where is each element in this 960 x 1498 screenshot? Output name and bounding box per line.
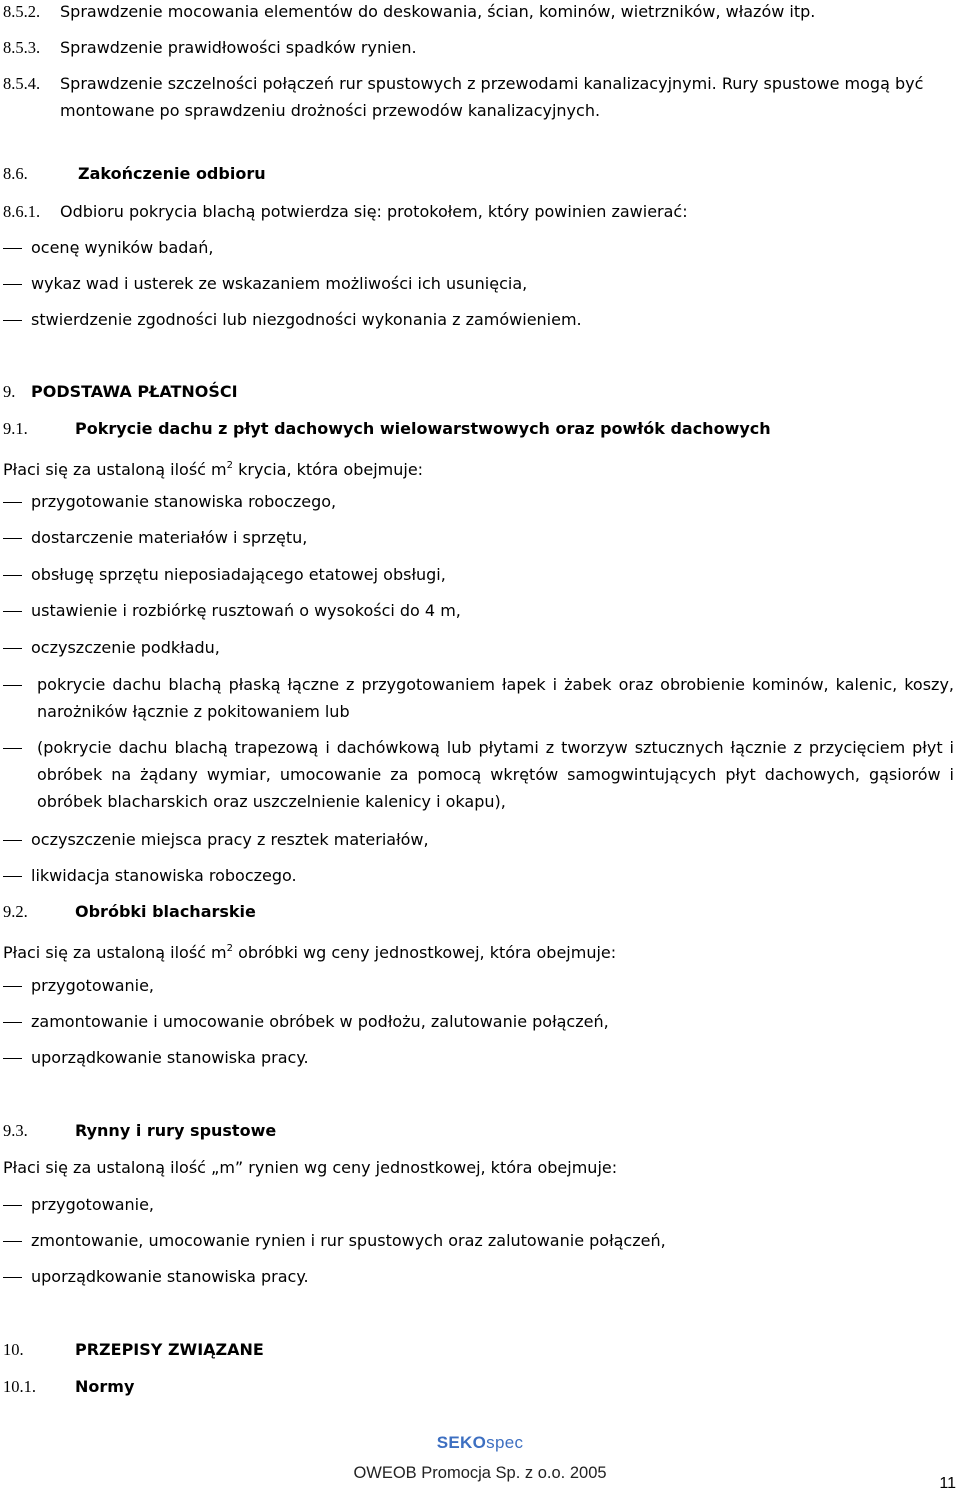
dash-icon bbox=[3, 1058, 22, 1059]
section-number: 8.5.4. bbox=[3, 74, 41, 93]
dash-icon bbox=[3, 502, 22, 503]
dash-icon bbox=[3, 648, 22, 649]
intro-9-2: Płaci się za ustaloną ilość $m^2$ obróbki wg ceny jednostkowej, która obejmuje: bbox=[3, 943, 617, 962]
list-item-text: narożników łącznie z pokitowaniem lub bbox=[37, 702, 350, 721]
section-number: 10.1. bbox=[3, 1377, 36, 1396]
list-item-text: pokrycie dachu blachą płaską łączne z przygotowaniem łapek i żabek oraz obrobienie kominów, kalenic, koszy, bbox=[37, 675, 954, 694]
section-title: Normy bbox=[75, 1377, 135, 1396]
section-number: 9. bbox=[3, 382, 16, 401]
intro-9-3: Płaci się za ustaloną ilość „m” rynien wg ceny jednostkowej, która obejmuje: bbox=[3, 1158, 618, 1177]
dash-icon bbox=[3, 575, 22, 576]
intro-9-1: Płaci się za ustaloną ilość $m^2$ krycia, która obejmuje: bbox=[3, 460, 424, 479]
list-item-text: (pokrycie dachu blachą trapezową i dachówkową lub płytami z tworzyw sztucznych łącznie z przycięciem płyt i bbox=[37, 738, 954, 757]
dash-icon bbox=[3, 1205, 22, 1206]
footer-brand-logo: SEKOspec bbox=[436, 1433, 524, 1452]
footer-company: OWEOB Promocja Sp. z o.o. 2005 bbox=[353, 1464, 607, 1482]
dash-icon bbox=[3, 284, 22, 285]
section-text: Sprawdzenie szczelności połączeń rur spustowych z przewodami kanalizacyjnymi. Rury spustowe mogą być bbox=[60, 74, 924, 93]
section-number: 8.5.2. bbox=[3, 2, 41, 21]
section-number: 8.6.1. bbox=[3, 202, 41, 221]
dash-icon bbox=[3, 1022, 22, 1023]
section-number: 10. bbox=[3, 1340, 24, 1359]
list-item-text: obróbek blacharskich oraz uszczelnienie kalenicy i okapu), bbox=[37, 792, 506, 811]
page-number: 11 bbox=[939, 1475, 956, 1492]
dash-icon bbox=[3, 538, 22, 539]
section-title: PRZEPISY ZWIĄZANE bbox=[75, 1340, 264, 1359]
dash-icon bbox=[3, 611, 22, 612]
section-number: 8.6. bbox=[3, 164, 28, 183]
section-text: montowane po sprawdzeniu drożności przewodów kanalizacyjnych. bbox=[60, 101, 601, 120]
section-title: Pokrycie dachu z płyt dachowych wielowarstwowych oraz powłók dachowych bbox=[75, 419, 771, 438]
dash-icon bbox=[3, 840, 22, 841]
section-number: 8.5.3. bbox=[3, 38, 41, 57]
section-text: Sprawdzenie mocowania elementów do deskowania, ścian, kominów, wietrzników, włazów itp. bbox=[60, 2, 816, 21]
dash-icon bbox=[3, 1241, 22, 1242]
dash-icon bbox=[3, 1277, 22, 1278]
section-title: PODSTAWA PŁATNOŚCI bbox=[31, 382, 238, 401]
section-title: Rynny i rury spustowe bbox=[75, 1121, 277, 1140]
dash-icon bbox=[3, 685, 22, 686]
section-text: Sprawdzenie prawidłowości spadków rynien. bbox=[60, 38, 417, 57]
section-text: Odbioru pokrycia blachą potwierdza się: protokołem, który powinien zawierać: bbox=[60, 202, 688, 221]
dash-icon bbox=[3, 320, 22, 321]
section-title: Zakończenie odbioru bbox=[78, 164, 266, 183]
dash-icon bbox=[3, 748, 22, 749]
dash-icon bbox=[3, 876, 22, 877]
dash-icon bbox=[3, 248, 22, 249]
section-number: 9.3. bbox=[3, 1121, 28, 1140]
section-number: 9.2. bbox=[3, 902, 28, 921]
section-title: Obróbki blacharskie bbox=[75, 902, 256, 921]
list-item-text: obróbek na żądany wymiar, umocowanie za pomocą wkrętów samogwintujących płyt dachowych, gąsiorów i bbox=[37, 765, 954, 784]
dash-icon bbox=[3, 986, 22, 987]
section-number: 9.1. bbox=[3, 419, 28, 438]
